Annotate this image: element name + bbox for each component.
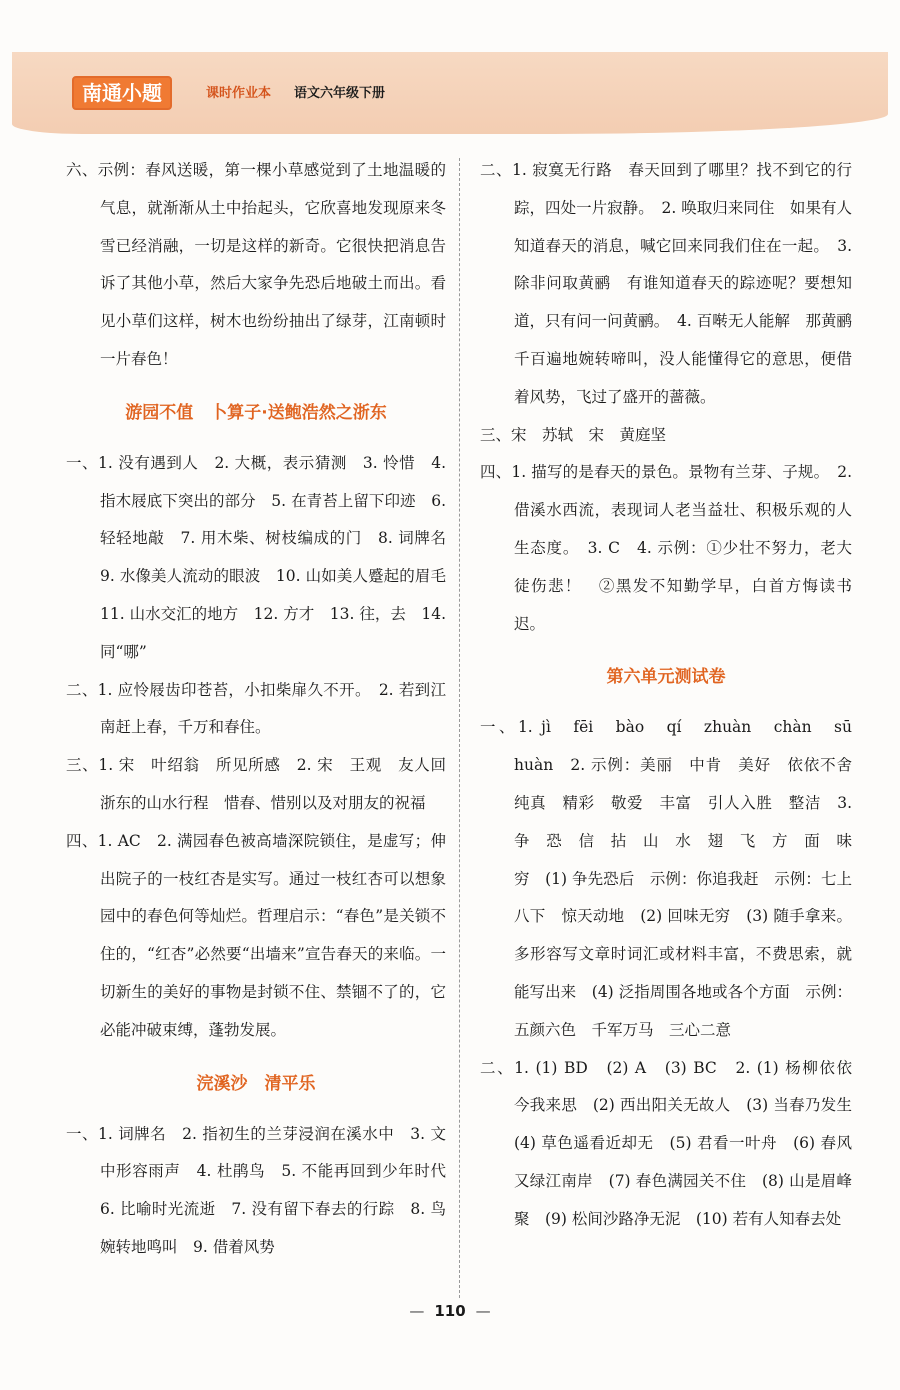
section-title: 第六单元测试卷 xyxy=(606,667,726,688)
page-header xyxy=(12,52,888,134)
answer-block: 一、1. 没有遇到人 2. 大概，表示猜测 3. 怜惜 4. 指木屐底下突出的部分 5. 在青苔上留下印迹 6. 轻轻地敲 7. 用木柴、树枝编成的门 8. 词牌名 9. 水像美人流动的眼波 10. 山如美人蹙起的眉毛 11. 山水交汇的地方 12. 方才 13. 往，去 14. 同“哪” xyxy=(66,453,462,661)
answer-block: 六、示例：春风送暖，第一棵小草感觉到了土地温暖的气息，就渐渐从土中抬起头，它欣喜地发现原来冬雪已经消融，一切是这样的新奇。它很快把消息告诉了其他小草，然后大家争先恐后地破土而出。看见小草们这样，树木也纷纷抽出了绿芽，江南顿时一片春色！ xyxy=(66,161,446,368)
section-title: 游园不值 卜算子·送鲍浩然之浙东 xyxy=(125,402,387,423)
book-grade: 语文六年级下册 xyxy=(294,86,386,101)
answer-block: 二、1. (1) BD (2) A (3) BC 2. (1) 杨柳依依 今我来思 (2) 西出阳关无故人 (3) 当春乃发生 (4) 草色遥看近却无 (5) 君看一叶舟 (6) 春风又绿江南岸 (7) 春色满园关不住 (8) 山是眉峰聚 (9) 松间沙路净无泥 (10) 若有人知春去处 xyxy=(480,1058,868,1228)
answer-block: 二、1. 应怜屐齿印苍苔，小扣柴扉久不开。 2. 若到江南赶上春，千万和春住。 xyxy=(66,680,446,737)
answer-block: 四、1. 描写的是春天的景色。景物有兰芽、子规。 2. 借溪水西流，表现词人老当益壮、积极乐观的人生态度。 3. C 4. 示例：①少壮不努力，老大徒伤悲！ ②黑发不知勤学早，白首方悔读书迟。 xyxy=(480,463,852,633)
series-logo: 南通小题 xyxy=(72,76,172,110)
answer-block: 三、1. 宋 叶绍翁 所见所感 2. 宋 王观 友人回浙东的山水行程 惜春、惜别以及对朋友的祝福 xyxy=(66,756,446,812)
right-column xyxy=(480,152,868,1239)
answer-block: 三、宋 苏轼 宋 黄庭坚 xyxy=(480,425,667,444)
series-subtitle: 课时作业本 xyxy=(206,86,272,101)
section-title: 浣溪沙 清平乐 xyxy=(196,1073,316,1094)
answer-block: 一、1. 词牌名 2. 指初生的兰芽浸润在溪水中 3. 文中形容雨声 4. 杜鹃鸟 5. 不能再回到少年时代 6. 比喻时光流逝 7. 没有留下春去的行踪 8. 鸟婉转地鸣叫 9. 借着风势 xyxy=(66,1124,462,1256)
answer-block: 四、1. AC 2. 满园春色被高墙深院锁住，是虚写；伸出院子的一枝红杏是实写。通过一枝红杏可以想象园中的春色何等灿烂。哲理启示：“春色”是关锁不住的，“红杏”必然要“出墙来”宣告春天的来临。一切新生的美好的事物是封锁不住、禁锢不了的，它必能冲破束缚，蓬勃发展。 xyxy=(66,831,446,1039)
answer-block: 一、1. jì fēi bào qí zhuàn chàn sū huàn 2. 示例：美丽 中肯 美好 依依不舍 纯真 精彩 敬爱 丰富 引人入胜 整洁 3. 争 恐 信 拈 山 水 翅 飞 方 面 味 穷 (1) 争先恐后 示例：你追我赶 示例：七上八下 惊天动地 (2) 回味无穷 (3) 随手拿来。多形容写文章时词汇或材料丰富，不费思索，就能写出来 (4) 泛指周围各地或各个方面 示例：五颜六色 千军万马 三心二意 xyxy=(480,718,868,1039)
dash-decoration: — xyxy=(475,1302,491,1320)
column-divider xyxy=(459,158,460,1298)
page-number: — 110 — xyxy=(409,1302,491,1320)
dash-decoration: — xyxy=(409,1302,425,1320)
left-column xyxy=(66,152,462,1267)
answer-block: 二、1. 寂寞无行路 春天回到了哪里？找不到它的行踪，四处一片寂静。 2. 唤取归来同住 如果有人知道春天的消息，喊它回来同我们住在一起。 3. 除非问取黄鹂 有谁知道春天的踪迹呢？要想知道，只有问一问黄鹂。 4. 百啭无人能解 那黄鹂千百遍地婉转啼叫，没人能懂得它的意思，便借着风势，飞过了盛开的蔷薇。 xyxy=(480,161,852,406)
